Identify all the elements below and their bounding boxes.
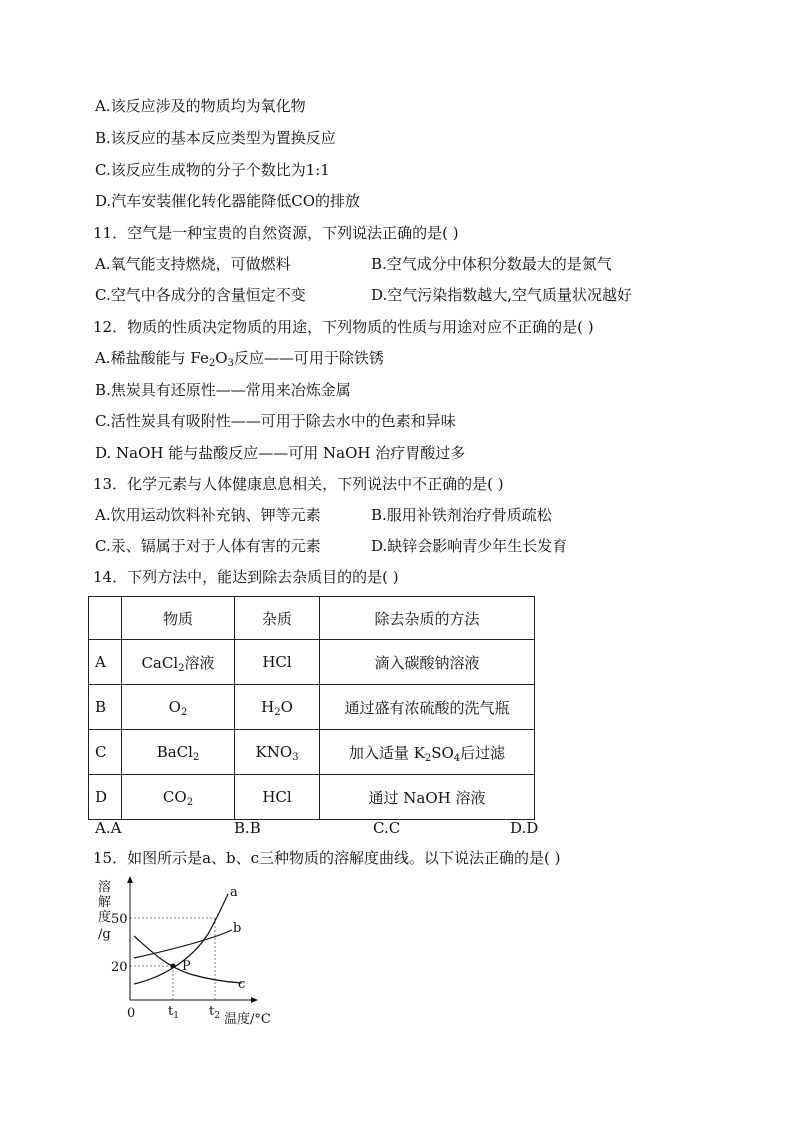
x-axis-label: 温度/°C: [224, 1012, 271, 1027]
row-label: A: [89, 640, 122, 685]
cell-text: CaCl: [141, 653, 179, 672]
q12-a-sub: 3: [227, 358, 234, 369]
x-tick-t1-sub: 1: [173, 1011, 179, 1021]
curve-b-label: b: [233, 921, 242, 936]
q14-answer-a: A.A: [95, 819, 122, 837]
q10-option-d: D.汽车安装催化转化器能降低CO的排放: [95, 192, 361, 210]
table-header-cell: 除去杂质的方法: [320, 597, 535, 640]
x-tick-t2-text: t: [209, 1004, 215, 1019]
x-tick-t1: [168, 1004, 179, 1021]
x-axis-arrow-icon: [251, 997, 258, 1003]
q12-option-a: [95, 348, 384, 368]
point-p-label: P: [182, 959, 191, 974]
q14-answer-b: B.B: [234, 819, 261, 837]
cell-sub: 2: [186, 797, 194, 808]
cell-text: BaCl: [156, 743, 193, 761]
cell-text: HCl: [262, 653, 292, 671]
x-tick-t2: [209, 1004, 220, 1021]
substance-cell: [122, 685, 235, 730]
cell-sub: 2: [274, 707, 281, 718]
table-row: [89, 775, 535, 820]
y-axis-label-char: /g: [98, 927, 111, 942]
y-axis-label-char: 度: [98, 910, 112, 925]
q11-option-a: A.氧气能支持燃烧，可做燃料: [95, 255, 291, 273]
cell-sub: 2: [192, 752, 200, 763]
q11-option-b: B.空气成分中体积分数最大的是氮气: [371, 255, 612, 273]
impurity-cell: [235, 775, 320, 820]
q14-answer-d: D.D: [510, 819, 539, 837]
cell-text: O: [168, 698, 181, 716]
q12-option-d: D. NaOH 能与盐酸反应——可用 NaOH 治疗胃酸过多: [95, 444, 466, 462]
impurity-cell: [235, 730, 320, 775]
intersection-point-p: [171, 964, 176, 969]
q14-options-table: [88, 596, 535, 820]
cell-text: 溶液: [184, 653, 215, 672]
q12-a-text: O: [215, 349, 228, 367]
table-header-cell: 杂质: [235, 597, 320, 640]
method-cell: [320, 685, 535, 730]
cell-text: 通过盛有浓硫酸的洗气瓶: [344, 698, 510, 717]
y-axis-label-char: 解: [98, 895, 112, 910]
q13-option-d: D.缺锌会影响青少年生长发育: [371, 537, 568, 555]
q14-stem: 14．下列方法中，能达到除去杂质目的的是( ): [93, 568, 399, 586]
table-row: [89, 640, 535, 685]
q12-option-b: B.焦炭具有还原性——常用来冶炼金属: [95, 381, 351, 399]
cell-text: 通过 NaOH 溶液: [368, 788, 486, 807]
x-tick-t1-text: t: [168, 1004, 174, 1019]
q12-a-text: 反应——可用于除铁锈: [233, 349, 384, 367]
q12-stem: 12．物质的性质决定物质的用途，下列物质的性质与用途对应不正确的是( ): [93, 318, 594, 336]
q10-option-b: B.该反应的基本反应类型为置换反应: [95, 129, 336, 147]
table-row: [89, 730, 535, 775]
table-row: [89, 685, 535, 730]
cell-text: 滴入碳酸钠溶液: [374, 653, 480, 672]
q12-option-c: C.活性炭具有吸附性——可用于除去水中的色素和异味: [95, 412, 456, 430]
solubility-curve-figure: [90, 872, 290, 1028]
cell-text: CO: [162, 788, 187, 806]
curve-b: [134, 930, 232, 958]
q14-answer-c: C.C: [373, 819, 401, 837]
row-label: D: [89, 775, 122, 820]
substance-cell: [122, 640, 235, 685]
cell-text: O: [280, 698, 293, 716]
substance-cell: [122, 775, 235, 820]
cell-text: H: [261, 698, 275, 716]
impurity-cell: [235, 640, 320, 685]
impurity-cell: [235, 685, 320, 730]
cell-text: HCl: [262, 788, 292, 806]
cell-sub: 4: [453, 752, 461, 764]
y-axis-label-char: 溶: [98, 880, 112, 895]
cell-text: SO: [431, 743, 454, 762]
table-header-row: [89, 597, 535, 640]
cell-sub: 2: [178, 662, 185, 674]
cell-text: 加入适量 K: [348, 743, 425, 762]
cell-text: 后过滤: [460, 743, 506, 762]
method-cell: [320, 775, 535, 820]
y-axis-arrow-icon: [127, 876, 133, 883]
q10-option-c: C.该反应生成物的分子个数比为1:1: [95, 161, 330, 179]
q13-stem: 13．化学元素与人体健康息息相关，下列说法中不正确的是( ): [93, 475, 504, 493]
cell-sub: 2: [180, 707, 188, 718]
substance-cell: [122, 730, 235, 775]
q13-option-a: A.饮用运动饮料补充钠、钾等元素: [95, 506, 321, 524]
q13-option-c: C.汞、镉属于对于人体有害的元素: [95, 537, 321, 555]
origin-label: 0: [127, 1006, 136, 1021]
cell-text: KNO: [255, 743, 293, 761]
q15-stem: 15．如图所示是a、b、c三种物质的溶解度曲线。以下说法正确的是( ): [93, 849, 561, 867]
q13-option-b: B.服用补铁剂治疗骨质疏松: [371, 506, 552, 524]
cell-sub: 3: [292, 752, 299, 763]
y-tick-50: 50: [111, 912, 128, 927]
cell-sub: 2: [424, 752, 432, 764]
q12-a-text: A.稀盐酸能与 Fe: [95, 349, 209, 367]
q11-option-d: D.空气污染指数越大,空气质量状况越好: [371, 286, 633, 304]
table-header-cell: 物质: [122, 597, 235, 640]
q11-option-c: C.空气中各成分的含量恒定不变: [95, 286, 306, 304]
y-tick-20: 20: [111, 960, 128, 975]
q10-option-a: A.该反应涉及的物质均为氧化物: [95, 97, 306, 115]
x-tick-t2-sub: 2: [214, 1011, 220, 1021]
method-cell: [320, 730, 535, 775]
row-label: B: [89, 685, 122, 730]
q12-a-sub: 2: [208, 358, 216, 369]
curve-a-label: a: [230, 885, 238, 900]
method-cell: [320, 640, 535, 685]
curve-c-label: c: [238, 977, 246, 992]
q11-stem: 11．空气是一种宝贵的自然资源，下列说法正确的是( ): [93, 224, 459, 242]
row-label: C: [89, 730, 122, 775]
table-header-cell: [89, 597, 122, 640]
